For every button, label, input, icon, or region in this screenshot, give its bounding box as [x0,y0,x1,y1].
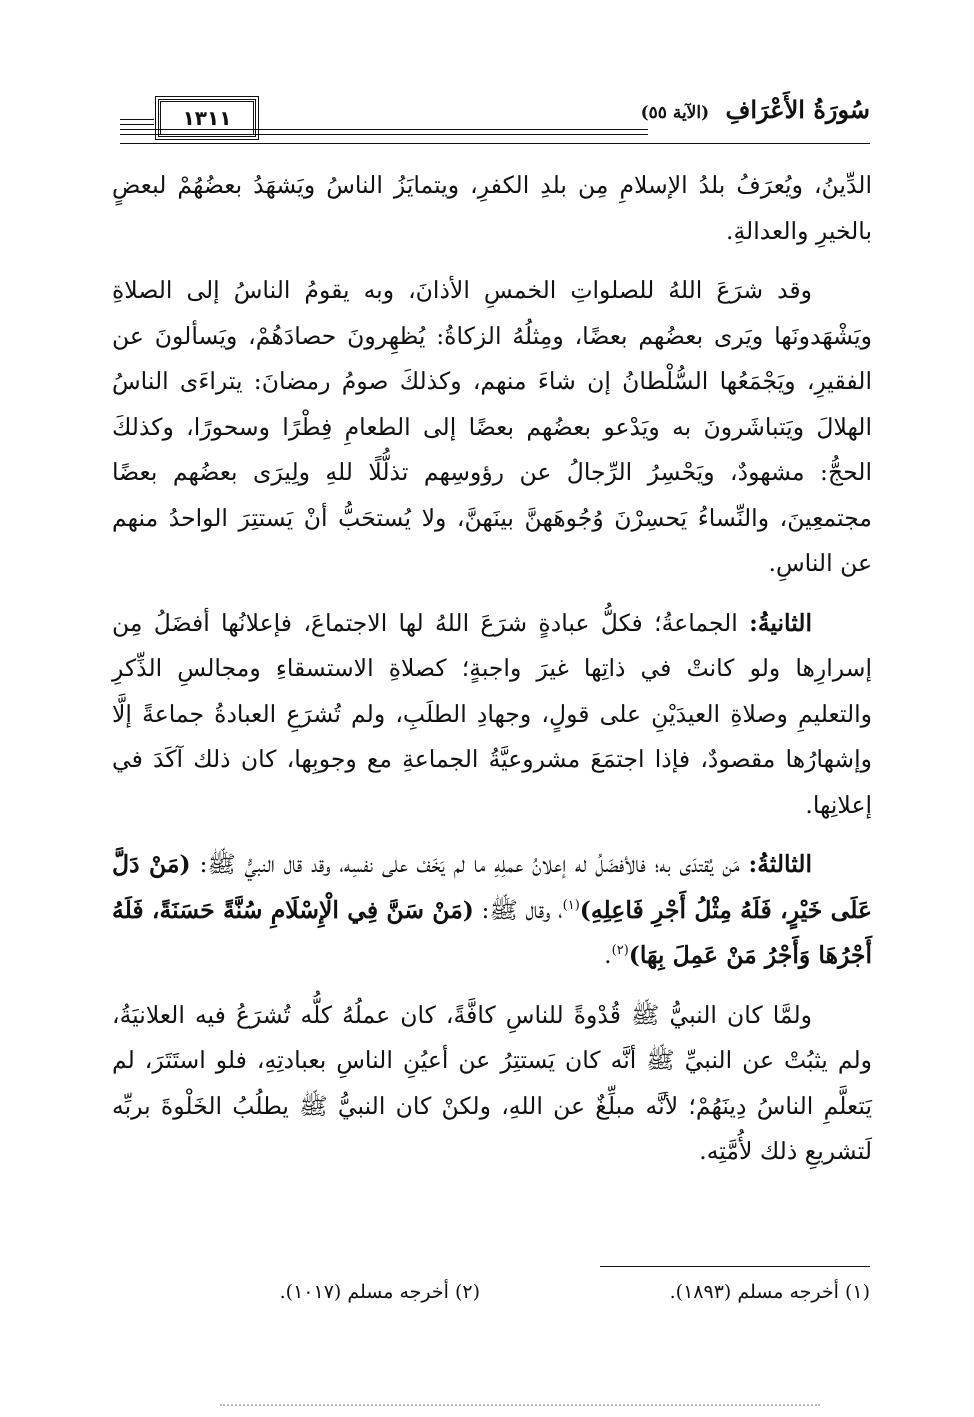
footnote-ref-1[interactable]: (١) [562,897,580,913]
surah-title [641,95,870,124]
header-divider [120,143,870,144]
paragraph-1: الدِّينُ، ويُعرَفُ بلدُ الإسلامِ مِن بلدِ الكفرِ، ويتمايَزُ الناسُ ويَشهَدُ بعضُهُمْ لبعضٍ بالخيرِ والعدالةِ. [112,171,872,245]
hadith-quote-1: (مَنْ دَلَّ عَلَى خَيْرٍ، فَلَهُ مِثْلُ أَجْرِ فَاعِلِهِ) [112,850,873,924]
header-rule [120,129,154,130]
footnote-2: (٢) أخرجه مسلم (١٠١٧). [279,1281,480,1303]
footnote-divider [600,1266,870,1267]
section-3-lead: الثالثةُ: [748,850,812,878]
footnotes [110,1281,870,1311]
paragraph-section-2 [112,601,872,829]
surah-name: سُورَةُ الأَعْرَافِ [725,95,870,124]
section-2-text: الجماعةُ؛ فكلُّ عبادةٍ شرَعَ اللهُ لها الاجتماعَ، فإعلانُها أفضَلُ مِن إسرارِها ولو كانتْ في ذاتِها غيرَ واجبةٍ؛ كصلاةِ الاستسقاءِ ومجالسِ الذِّكرِ والتعليمِ وصلاةِ العيدَيْنِ على قولٍ، وجهادِ الطلَبِ، ولم تُشرَعِ العبادةُ جماعةً إلَّا وإشهارُها مقصودٌ، فإذا اجتمَعَ مشروعيَّةُ الجماعةِ مع وجوبِها، كان ذلك آكَدَ في إعلانِها. [112,608,872,819]
paragraph-closing: ولمَّا كان النبيُّ ﷺ قُدْوةً للناسِ كافَّةً، كان عملُهُ كلُّه تُشرَعُ فيه العلانيَةُ، ولم يثبُتْ عن النبيِّ ﷺ أنَّه كان يَستتِرُ عن أعيُنِ الناسِ بعبادتِهِ، فلو استَتَرَ، لم يَتعلَّمِ الناسُ دِينَهُمْ؛ لأنَّه مبلِّغٌ عن اللهِ، ولكنْ كان النبيُّ ﷺ يطلُبُ الخَلْوةَ بربِّه لَتشريعِ ذلك لأُمَّتِه. [112,1000,872,1165]
page-number: ١٣١١ [158,99,256,137]
section-2-lead: الثانيةُ: [749,608,812,637]
paragraph-section-3 [112,842,872,979]
ayah-reference: (الآية ٥٥) [640,103,710,123]
paragraph-2: وقد شرَعَ اللهُ للصلواتِ الخمسِ الأذانَ، وبه يقومُ الناسُ إلى الصلاةِ ويَشْهَدونَها ويَرى بعضُهم بعضًا، ومِثلُهُ الزكاةُ: يُظهِرونَ حصادَهُمْ، ويَسألونَ عن الفقيرِ، ويَجْمَعُها السُّلْطانُ إن شاءَ منهم، وكذلكَ صومُ رمضانَ: يتراءَى الناسُ الهلالَ ويَتباشَرونَ به ويَدْعو بعضُهم بعضًا إلى الطعامِ فِطْرًا وسحورًا، وكذلكَ الحجُّ: مشهودٌ، ويَحْسِرُ الرِّجالُ عن رؤوسِهم تذلُّلًا للهِ ولِيرَى بعضُهم بعضًا مجتمعِينَ، والنِّساءُ يَحسِرْنَ وُجُوهَهنَّ بينَهنَّ، ولا يُستحَبُّ أنْ يَستتِرَ الواحدُ منهم عن الناسِ. [112,276,872,577]
header-rule [120,124,154,125]
footnote-ref-2[interactable]: (٢) [611,943,629,959]
section-3-text: . [604,941,612,969]
header-rule [120,119,154,120]
hadith-quote-2: (مَنْ سَنَّ فِي الْإِسْلَامِ سُنَّةً حَسَنَةً، فَلَهُ أَجْرُهَا وَأَجْرُ مَنْ عَمِلَ بِهَا) [112,895,872,969]
page-header [120,93,870,139]
section-3-text: مَن يُقتدَى به؛ فالأفضَلُ له إعلانُ عملِهِ ما لم يَخَفْ على نفسِه، وقد قال النبيُّ ﷺ: [199,850,740,878]
scan-edge-dots [220,1404,820,1406]
section-3-text: ، وقال ﷺ: [481,895,563,924]
footnote-1: (١) أخرجه مسلم (١٨٩٣). [669,1281,870,1303]
main-text [112,163,872,1175]
